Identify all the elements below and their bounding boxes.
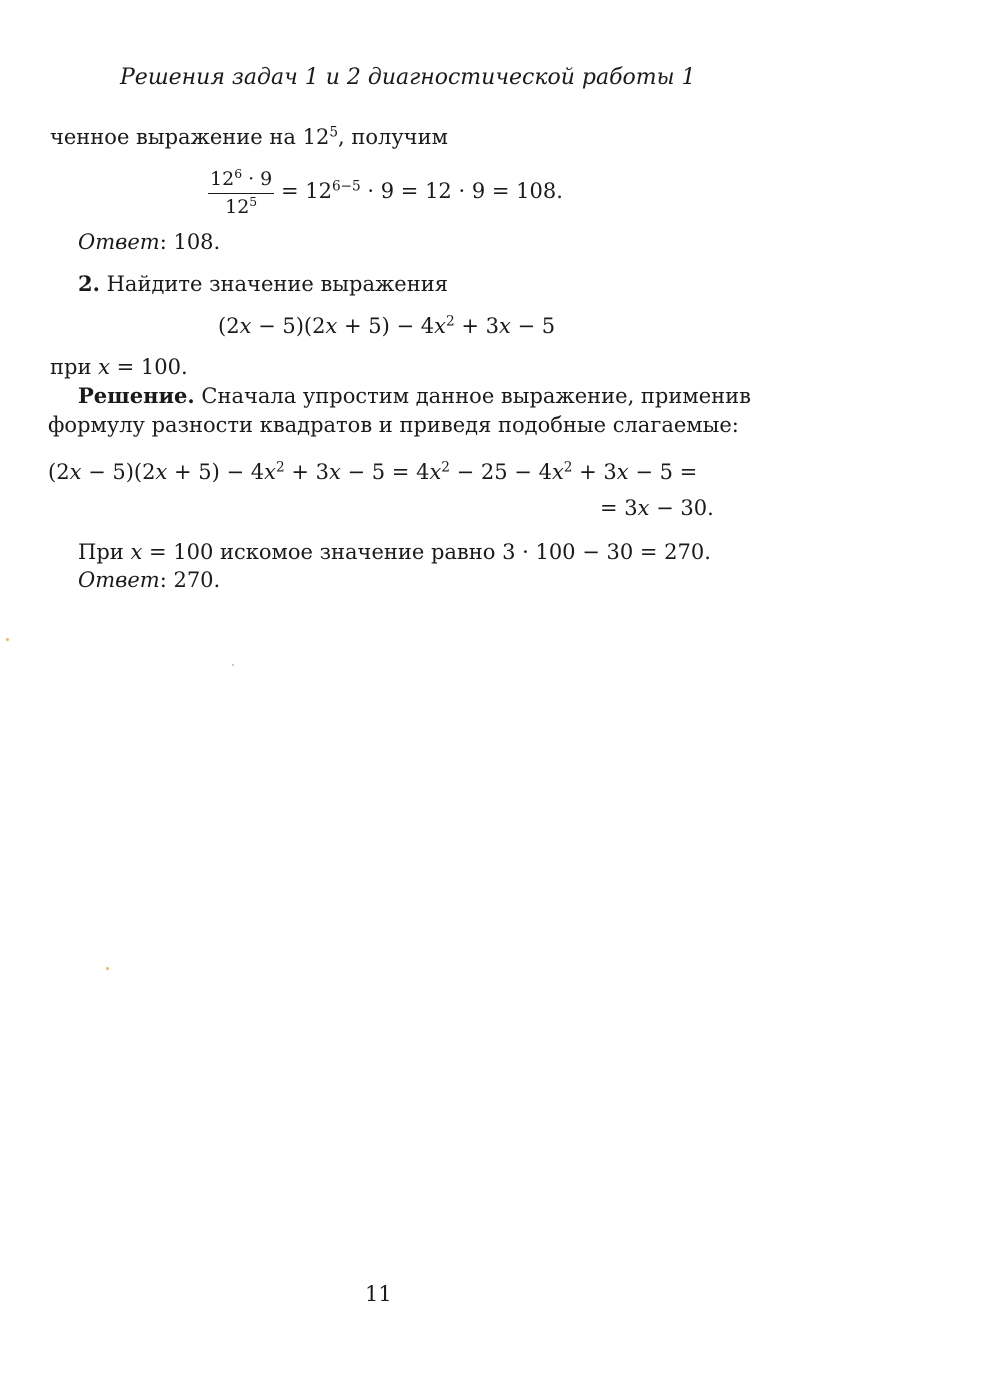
answer-1: Ответ: 108.	[78, 230, 221, 254]
conclusion: При x = 100 искомое значение равно 3 · 100 − 30 = 270.	[78, 540, 711, 564]
task-2-expression: $(2x - 5)(2x + 5) - 4x^2 + 3x - 5$	[218, 313, 556, 338]
equation-1: $\frac{12^6 \cdot 9}{12^5}$ = $12^{6-5} \cdot 9 = 12 \cdot 9 = 108$.	[210, 167, 563, 218]
scan-speck	[106, 967, 109, 970]
fraction: $\frac{12^6 \cdot 9}{12^5}$	[210, 167, 273, 218]
scan-speck	[6, 638, 9, 641]
task-2-condition: при x = 100.	[50, 355, 188, 379]
continuation-line: ченное выражение на $12^5$, получим	[50, 124, 448, 149]
scan-speck	[232, 664, 234, 666]
equation-2-line-2: = 3x − 30.	[600, 496, 714, 520]
solution-line-1: Решение. Сначала упростим данное выражение, применив	[78, 383, 751, 408]
answer-2: Ответ: 270.	[78, 568, 221, 592]
equation-2-line-1: $(2x - 5)(2x + 5) - 4x^2 + 3x - 5 = 4x^2 - 25 - 4x^2 + 3x - 5$ =	[48, 459, 698, 484]
page-number: 11	[365, 1282, 392, 1306]
solution-line-2: формулу разности квадратов и приведя подобные слагаемые:	[48, 413, 739, 437]
running-header: Решения задач 1 и 2 диагностической работы 1	[120, 65, 696, 90]
task-2-statement: 2. Найдите значение выражения	[78, 271, 448, 296]
